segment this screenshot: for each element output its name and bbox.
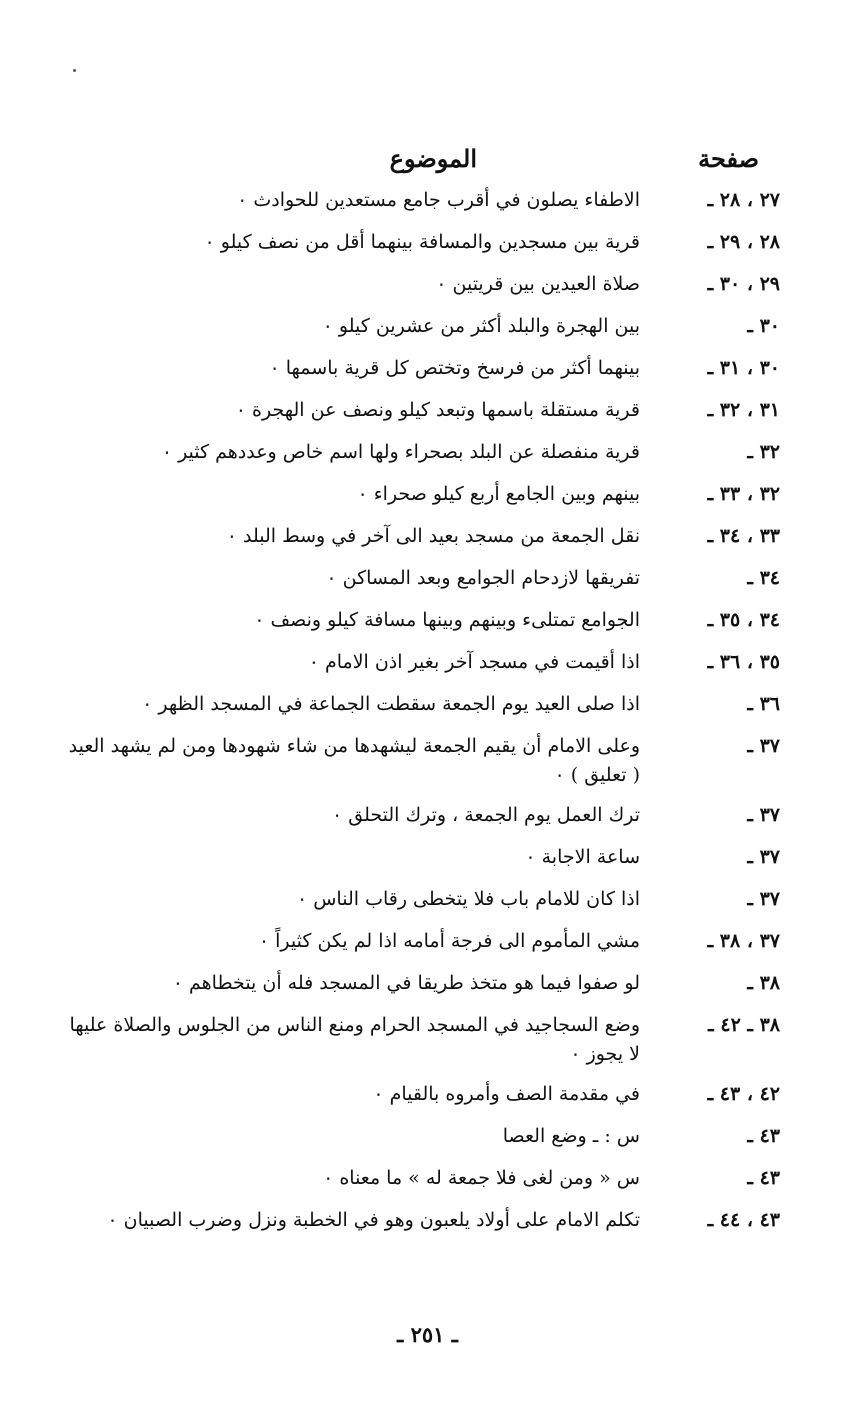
index-entry — [60, 843, 780, 872]
entry-page-ref: ٣١ ، ٣٢ ـ — [707, 399, 780, 421]
entry-page-ref: ٢٧ ، ٢٨ ـ — [707, 189, 780, 211]
index-entries — [60, 186, 780, 1246]
entry-topic: بينهما أكثر من فرسخ وتختص كل قرية باسمها ٠ — [269, 357, 640, 379]
entry-page-ref: ٣٤ ـ — [747, 567, 780, 589]
entry-page-ref: ٣٠ ، ٣١ ـ — [707, 357, 780, 379]
entry-page-ref: ٢٩ ، ٣٠ ـ — [707, 273, 780, 295]
entry-page-ref: ٤٣ ـ — [747, 1125, 780, 1147]
index-entry — [60, 885, 780, 914]
entry-page-ref: ٣٧ ، ٣٨ ـ — [707, 930, 780, 952]
entry-page-ref: ٣٢ ـ — [747, 441, 780, 463]
index-entry — [60, 1080, 780, 1109]
index-entry — [60, 270, 780, 299]
index-entry — [60, 564, 780, 593]
index-entry — [60, 606, 780, 635]
entry-page-ref: ٢٨ ، ٢٩ ـ — [707, 231, 780, 253]
entry-topic: الجوامع تمتلىء وبينهم وبينها مسافة كيلو ونصف ٠ — [254, 609, 640, 631]
topic-column-header: الموضوع — [389, 144, 477, 173]
index-entry — [60, 1206, 780, 1235]
entry-topic: س : ـ وضع العصا — [502, 1125, 640, 1147]
page-column-header: صفحة — [698, 144, 759, 173]
entry-topic: صلاة العيدين بين قريتين ٠ — [436, 273, 640, 295]
entry-page-ref: ٣٧ ـ — [747, 888, 780, 910]
entry-topic: بين الهجرة والبلد أكثر من عشرين كيلو ٠ — [322, 315, 640, 337]
index-entry — [60, 732, 780, 790]
index-entry — [60, 969, 780, 998]
entry-page-ref: ٣٧ ـ — [747, 846, 780, 868]
entry-page-ref: ٣٣ ، ٣٤ ـ — [707, 525, 780, 547]
page-number: ـ ٢٥١ ـ — [397, 1322, 458, 1347]
entry-page-ref: ٤٣ ـ — [747, 1167, 780, 1189]
index-entry — [60, 1011, 780, 1069]
entry-topic: اذا أقيمت في مسجد آخر بغير اذن الامام ٠ — [308, 651, 640, 673]
entry-page-ref: ٤٣ ، ٤٤ ـ — [707, 1209, 780, 1231]
index-entry — [60, 522, 780, 551]
entry-page-ref: ٣٠ ـ — [747, 315, 780, 337]
index-entry — [60, 480, 780, 509]
entry-topic: س « ومن لغى فلا جمعة له » ما معناه ٠ — [323, 1167, 640, 1189]
entry-topic: وعلى الامام أن يقيم الجمعة ليشهدها من شاء شهودها ومن لم يشهد العيد ( تعليق ) ٠ — [68, 735, 640, 786]
index-entry — [60, 228, 780, 257]
entry-page-ref: ٣٨ ـ ٤٢ ـ — [708, 1014, 780, 1036]
entry-topic: مشي المأموم الى فرجة أمامه اذا لم يكن كثيراً ٠ — [258, 930, 640, 952]
index-entry — [60, 1122, 780, 1151]
entry-topic: تفريقها لازدحام الجوامع وبعد المساكن ٠ — [326, 567, 640, 589]
entry-page-ref: ٤٢ ، ٤٣ ـ — [707, 1083, 780, 1105]
index-entry — [60, 312, 780, 341]
entry-topic: اذا كان للامام باب فلا يتخطى رقاب الناس ٠ — [296, 888, 640, 910]
entry-topic: بينهم وبين الجامع أربع كيلو صحراء ٠ — [357, 483, 640, 505]
index-entry — [60, 648, 780, 677]
entry-topic: نقل الجمعة من مسجد بعيد الى آخر في وسط البلد ٠ — [226, 525, 640, 547]
entry-topic: لو صفوا فيما هو متخذ طريقا في المسجد فله أن يتخطاهم ٠ — [172, 972, 640, 994]
index-entry — [60, 690, 780, 719]
entry-topic: ساعة الاجابة ٠ — [525, 846, 640, 868]
index-entry — [60, 801, 780, 830]
column-headers — [0, 144, 855, 184]
entry-page-ref: ٣٦ ـ — [747, 693, 780, 715]
entry-topic: قرية منفصلة عن البلد بصحراء ولها اسم خاص وعددهم كثير ٠ — [161, 441, 640, 463]
entry-topic: ترك العمل يوم الجمعة ، وترك التحلق ٠ — [331, 804, 640, 826]
entry-page-ref: ٣٤ ، ٣٥ ـ — [707, 609, 780, 631]
entry-topic: اذا صلى العيد يوم الجمعة سقطت الجماعة في المسجد الظهر ٠ — [142, 693, 640, 715]
entry-page-ref: ٣٢ ، ٣٣ ـ — [707, 483, 780, 505]
entry-page-ref: ٣٧ ـ — [747, 735, 780, 757]
entry-topic: قرية بين مسجدين والمسافة بينهما أقل من نصف كيلو ٠ — [204, 231, 640, 253]
entry-topic: في مقدمة الصف وأمروه بالقيام ٠ — [373, 1083, 640, 1105]
index-entry — [60, 354, 780, 383]
index-entry — [60, 186, 780, 215]
scan-speck — [73, 69, 76, 72]
entry-topic: تكلم الامام على أولاد يلعبون وهو في الخطبة ونزل وضرب الصبيان ٠ — [107, 1209, 640, 1231]
entry-page-ref: ٣٧ ـ — [747, 804, 780, 826]
index-entry — [60, 396, 780, 425]
entry-topic: وضع السجاجيد في المسجد الحرام ومنع الناس من الجلوس والصلاة عليها لا يجوز ٠ — [69, 1014, 640, 1065]
entry-topic: قرية مستقلة باسمها وتبعد كيلو ونصف عن الهجرة ٠ — [235, 399, 640, 421]
entry-page-ref: ٣٥ ، ٣٦ ـ — [707, 651, 780, 673]
entry-page-ref: ٣٨ ـ — [747, 972, 780, 994]
index-entry — [60, 1164, 780, 1193]
index-entry — [60, 927, 780, 956]
entry-topic: الاطفاء يصلون في أقرب جامع مستعدين للحوادث ٠ — [237, 189, 640, 211]
index-entry — [60, 438, 780, 467]
